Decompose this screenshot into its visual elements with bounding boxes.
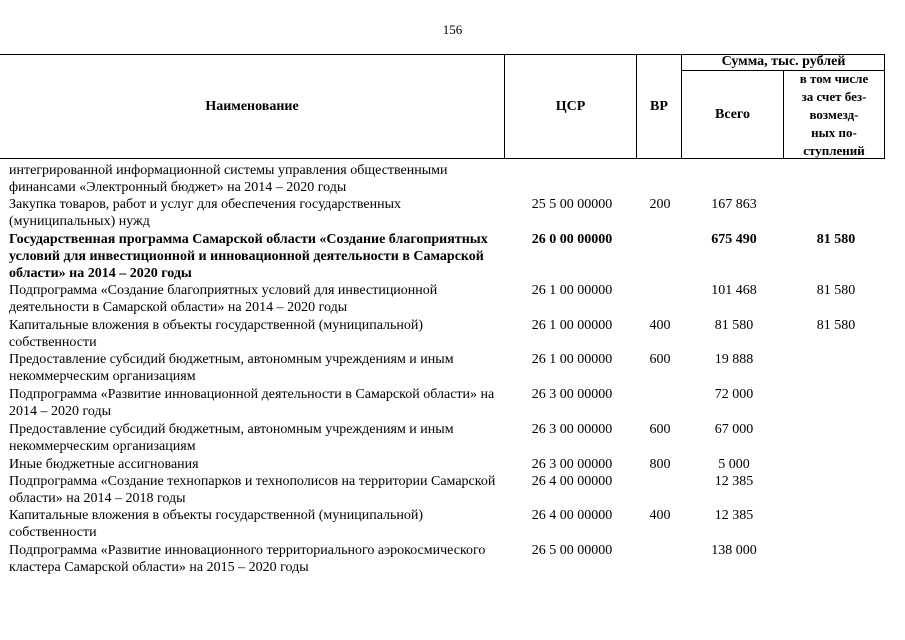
row-name: Иные бюджетные ассигнования [9, 457, 199, 472]
row-total: 138 000 [711, 543, 757, 558]
header-free-line2: за счет без- [801, 88, 867, 104]
row-csr: 26 5 00 00000 [531, 543, 613, 558]
row-csr: 26 3 00 00000 [531, 387, 613, 402]
row-csr: 26 0 00 00000 [531, 232, 613, 247]
row-total: 19 888 [714, 352, 754, 367]
table-header [0, 54, 885, 159]
row-total: 12 385 [714, 474, 754, 489]
row-total: 167 863 [711, 197, 757, 212]
row-name: Закупка товаров, работ и услуг для обеспечения государственных (муниципальных) нужд [9, 197, 402, 229]
row-csr: 26 3 00 00000 [531, 457, 613, 472]
header-name: Наименование [205, 98, 299, 114]
row-name: Капитальные вложения в объекты государственной (муниципальной) собственности [9, 508, 424, 540]
row-csr: 26 4 00 00000 [531, 508, 613, 523]
header-csr: ЦСР [555, 98, 586, 114]
row-total: 72 000 [714, 387, 754, 402]
page-number: 156 [442, 22, 463, 37]
row-vr: 600 [649, 352, 671, 367]
row-free: 81 580 [816, 283, 856, 298]
row-total: 5 000 [718, 457, 750, 472]
row-csr: 26 4 00 00000 [531, 474, 613, 489]
header-free-line3: возмезд- [809, 106, 859, 122]
header-free [784, 71, 884, 158]
row-vr: 600 [649, 422, 671, 437]
row-name: Капитальные вложения в объекты государственной (муниципальной) собственности [9, 318, 424, 350]
row-name: Подпрограмма «Создание технопарков и технополисов на территории Самарской области» на 2014 – 2018 годы [9, 474, 496, 506]
row-name: Подпрограмма «Развитие инновационного территориального аэрокосмического кластера Самарской области» на 2015 – 2020 годы [9, 543, 486, 575]
row-total: 12 385 [714, 508, 754, 523]
row-csr: 26 3 00 00000 [531, 422, 613, 437]
row-csr: 26 1 00 00000 [531, 283, 613, 298]
row-name: Предоставление субсидий бюджетным, автономным учреждениям и иным некоммерческим организациям [9, 352, 454, 384]
row-csr: 26 1 00 00000 [531, 318, 613, 333]
row-free: 81 580 [816, 232, 856, 247]
header-free-line1: в том числе [799, 70, 869, 86]
header-free-line5: ступлений [803, 142, 865, 158]
row-free: 81 580 [816, 318, 856, 333]
row-vr: 400 [649, 318, 671, 333]
row-csr: 25 5 00 00000 [531, 197, 613, 212]
row-vr: 400 [649, 508, 671, 523]
row-name: Подпрограмма «Создание благоприятных условий для инвестиционной деятельности в Самарской области» на 2014 – 2020 годы [9, 283, 438, 315]
row-vr: 800 [649, 457, 671, 472]
row-total: 101 468 [711, 283, 757, 298]
row-name: Подпрограмма «Развитие инновационной деятельности в Самарской области» на 2014 – 2020 годы [9, 387, 495, 419]
row-total: 67 000 [714, 422, 754, 437]
header-total: Всего [715, 106, 750, 122]
row-name: интегрированной информационной системы управления общественными финансами «Электронный бюджет» на 2014 – 2020 годы [9, 163, 448, 195]
header-sum: Сумма, тыс. рублей [721, 54, 846, 69]
row-total: 81 580 [714, 318, 754, 333]
row-name: Предоставление субсидий бюджетным, автономным учреждениям и иным некоммерческим организациям [9, 422, 454, 454]
row-total: 675 490 [711, 232, 757, 247]
row-vr: 200 [649, 197, 671, 212]
row-csr: 26 1 00 00000 [531, 352, 613, 367]
row-name: Государственная программа Самарской области «Создание благоприятных условий для инвестиционной и инновационной деятельности в Самарской области» на 2014 – 2020 годы [9, 232, 488, 281]
header-free-line4: ных по- [811, 124, 857, 140]
header-vr: ВР [650, 98, 668, 114]
